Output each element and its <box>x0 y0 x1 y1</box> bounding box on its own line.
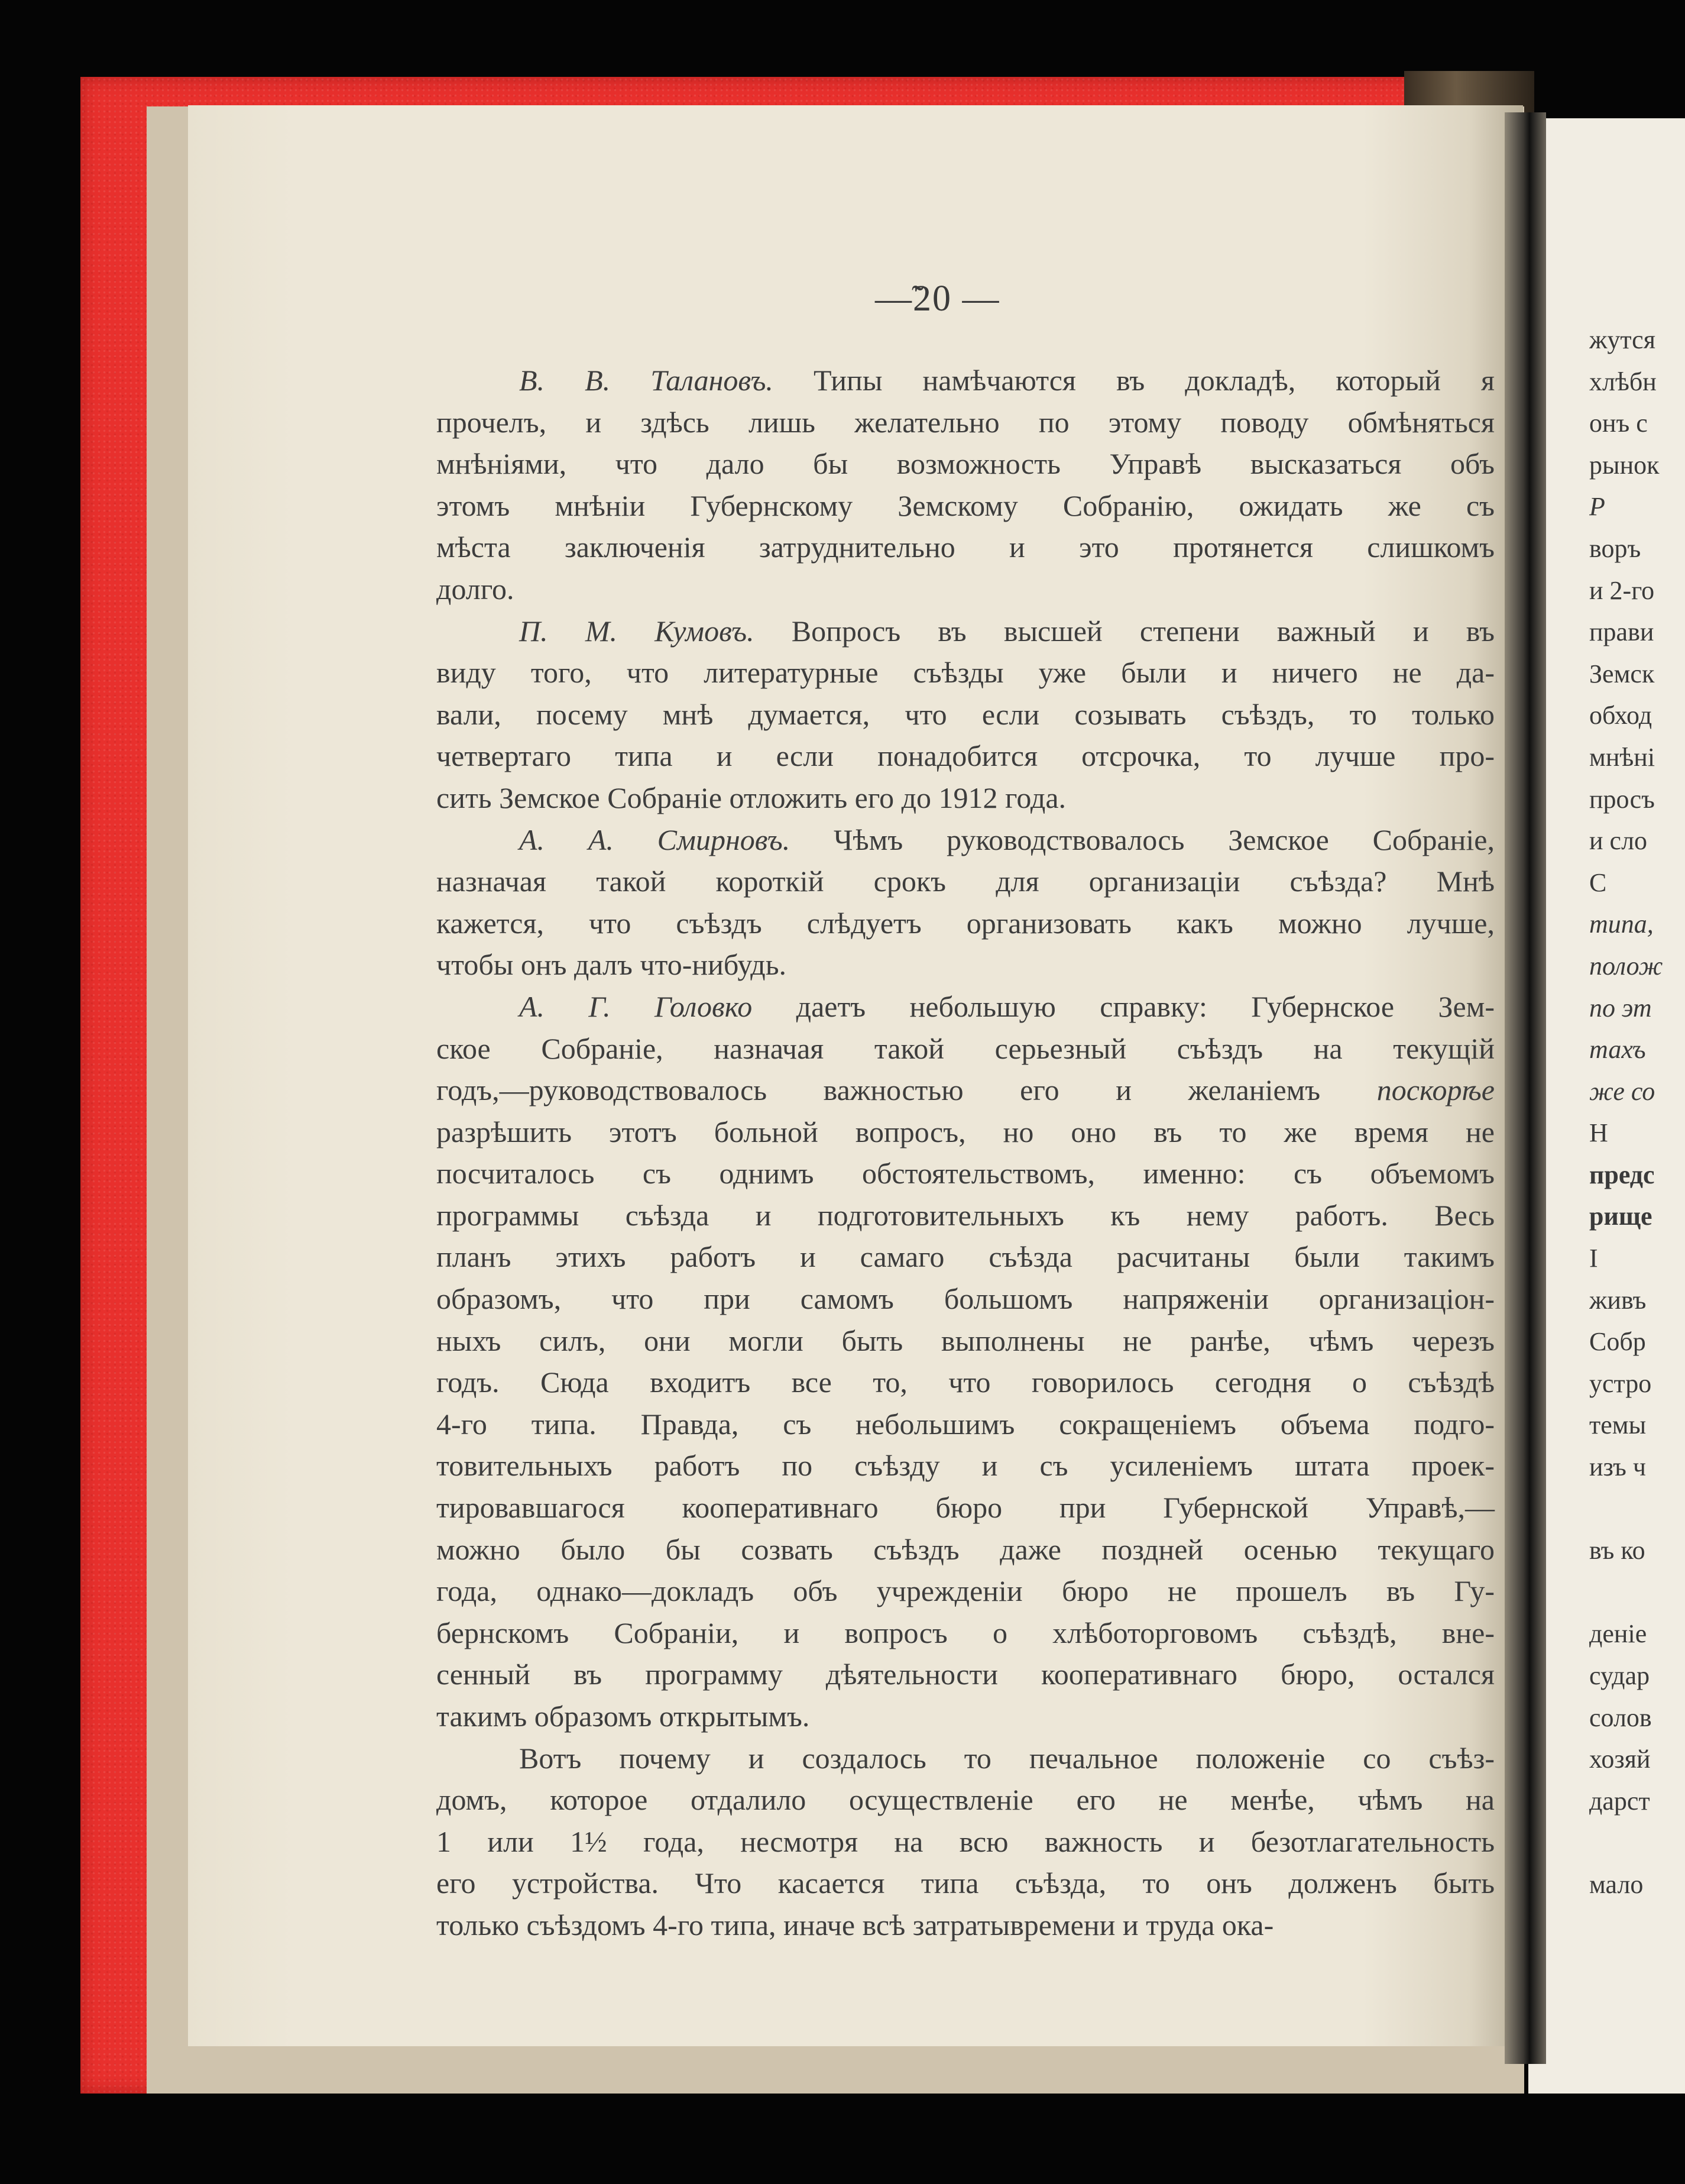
right-page-line: и сло <box>1589 826 1648 856</box>
right-page-line: хозяй <box>1589 1745 1651 1774</box>
text-line: мѣста заключенія затруднительно и это протянется слишкомъ <box>436 530 1495 564</box>
right-page-line: тахъ <box>1589 1035 1646 1065</box>
text-line: четвертаго типа и если понадобится отсрочка, то лучше про- <box>436 739 1495 773</box>
right-page-line: предс <box>1589 1160 1655 1189</box>
right-page-line: рище <box>1589 1202 1652 1231</box>
right-page-line: прави <box>1589 617 1654 647</box>
text-line: ныхъ силъ, они могли быть выполнены не ранѣе, чѣмъ черезъ <box>436 1324 1495 1357</box>
right-page-line: въ ко <box>1589 1536 1645 1565</box>
text-line: сить Земское Собраніе отложить его до 1912 года. <box>436 781 1067 814</box>
text-line: программы съѣзда и подготовительныхъ къ нему работъ. Весь <box>436 1198 1495 1232</box>
book-gutter <box>1505 112 1546 2064</box>
text-line: мнѣніями, что дало бы возможность Управѣ высказаться объ <box>436 447 1495 481</box>
right-page-line: І <box>1589 1244 1598 1273</box>
text-line: домъ, которое отдалило осуществленіе его не менѣе, чѣмъ на <box>436 1783 1495 1817</box>
right-page-line: изъ ч <box>1589 1452 1647 1482</box>
text-line: годъ. Сюда входитъ все то, что говорилось сегодня о съѣздѣ <box>436 1366 1495 1399</box>
text-line: такимъ образомъ открытымъ. <box>436 1700 810 1733</box>
text-line: разрѣшить этотъ больной вопросъ, но оно въ то же время не <box>436 1115 1495 1148</box>
right-page-line <box>1589 1489 1685 1531</box>
right-page-line: Собр <box>1589 1327 1646 1357</box>
right-page-line: просъ <box>1589 784 1655 814</box>
text-line: В. В. Талановъ. Типы намѣчаются въ докладѣ, который я <box>519 364 1495 397</box>
right-page-line <box>1589 1822 1685 1864</box>
right-page-line: воръ <box>1589 533 1641 563</box>
right-page-line: хлѣбн <box>1589 367 1657 396</box>
text-line: Вотъ почему и создалось то печальное положеніе со съѣз- <box>519 1741 1495 1775</box>
text-line: 1 или 1½ года, несмотря на всю важность и безотлагательность <box>436 1824 1495 1858</box>
speaker-name: А. Г. Головко <box>519 989 753 1023</box>
emphasis: поскорѣе <box>1376 1073 1495 1107</box>
right-page-line: устро <box>1589 1368 1652 1398</box>
text-line: А. Г. Головко даетъ небольшую справку: Губернское Зем- <box>519 989 1495 1023</box>
right-page-line: и 2-го <box>1589 575 1655 605</box>
right-page-line: типа, <box>1589 910 1654 939</box>
text-line: сенный въ программу дѣятельности кооперативнаго бюро, остался <box>436 1658 1495 1691</box>
speaker-name: А. А. Смирновъ. <box>519 823 790 856</box>
page-body <box>436 360 1495 1946</box>
text-line: его устройства. Что касается типа съѣзда, то онъ долженъ быть <box>436 1866 1495 1900</box>
paragraph <box>436 986 1495 1738</box>
right-page-line: С <box>1589 868 1607 897</box>
right-page-line: темы <box>1589 1410 1647 1440</box>
text-line: чтобы онъ далъ что-нибудь. <box>436 948 786 982</box>
text-line: ское Собраніе, назначая такой серьезный съѣздъ на текущій <box>436 1031 1495 1065</box>
right-page-line: мало <box>1589 1869 1644 1899</box>
text-line: образомъ, что при самомъ большомъ напряженіи организаціон- <box>436 1282 1495 1316</box>
speaker-name: В. В. Талановъ. <box>519 364 773 397</box>
right-page-line: полож <box>1589 951 1663 981</box>
text-line: прочелъ, и здѣсь лишь желательно по этому поводу обмѣняться <box>436 405 1495 439</box>
right-page-line: деніе <box>1589 1619 1647 1649</box>
text-line: можно было бы созвать съѣздъ даже поздней осенью текущаго <box>436 1532 1495 1566</box>
right-page-line: по эт <box>1589 993 1652 1023</box>
right-page-line: Земск <box>1589 659 1655 688</box>
text-line: годъ,—руководствовалось важностью его и желаніемъ поскорѣе <box>436 1073 1495 1107</box>
text-line: посчиталось съ однимъ обстоятельствомъ, именно: съ объемомъ <box>436 1157 1495 1190</box>
text-line: вали, посему мнѣ думается, что если созывать съѣздъ, то только <box>436 697 1495 731</box>
text-line: планъ этихъ работъ и самаго съѣзда расчитаны были такимъ <box>436 1240 1495 1274</box>
right-page-line: живъ <box>1589 1285 1647 1315</box>
right-page-line: же со <box>1589 1076 1655 1106</box>
right-page-line: мнѣні <box>1589 742 1655 772</box>
right-page-line: дарст <box>1589 1786 1650 1816</box>
paragraph <box>436 1738 1495 1946</box>
right-page-line: солов <box>1589 1703 1652 1732</box>
right-page-line: онъ с <box>1589 409 1648 438</box>
right-page-line: рынок <box>1589 450 1660 480</box>
right-page-line <box>1589 1572 1685 1614</box>
paragraph <box>436 819 1495 986</box>
text-line: товительныхъ работъ по съѣзду и съ усиленіемъ штата проек- <box>436 1449 1495 1483</box>
text-line: назначая такой короткій срокъ для организаціи съѣзда? Мнѣ <box>436 865 1495 898</box>
right-page-line: Р <box>1589 492 1605 522</box>
right-page-line: судар <box>1589 1661 1650 1690</box>
right-page-line: жутся <box>1589 325 1655 354</box>
paragraph <box>436 360 1495 610</box>
text-line: тировавшагося кооперативнаго бюро при Губернской Управѣ,— <box>436 1491 1495 1525</box>
right-page-line: обход <box>1589 701 1652 730</box>
text-line: кажется, что съѣздъ слѣдуетъ организовать какъ можно лучше, <box>436 906 1495 940</box>
text-line: П. М. Кумовъ. Вопросъ въ высшей степени важный и въ <box>519 614 1495 648</box>
text-line: только съѣздомъ 4-го типа, иначе всѣ затратывремени и труда ока- <box>436 1908 1274 1942</box>
text-line: 4-го типа. Правда, съ небольшимъ сокращеніемъ объема подго- <box>436 1407 1495 1441</box>
page-number: —̃20 — <box>875 279 1000 319</box>
right-page-line: Н <box>1589 1118 1608 1148</box>
text-line: года, однако—докладъ объ учрежденіи бюро не прошелъ въ Гу- <box>436 1574 1495 1608</box>
text-line: долго. <box>436 572 514 606</box>
text-line: этомъ мнѣніи Губернскому Земскому Собранію, ожидать же съ <box>436 488 1495 522</box>
right-page-text <box>1589 319 1685 1906</box>
paragraph <box>436 610 1495 819</box>
text-line: бернскомъ Собраніи, и вопросъ о хлѣботорговомъ съѣздѣ, вне- <box>436 1616 1495 1649</box>
text-line: виду того, что литературные съѣзды уже были и ничего не да- <box>436 656 1495 690</box>
text-line: А. А. Смирновъ. Чѣмъ руководствовалось Земское Собраніе, <box>519 823 1495 856</box>
speaker-name: П. М. Кумовъ. <box>519 614 754 648</box>
